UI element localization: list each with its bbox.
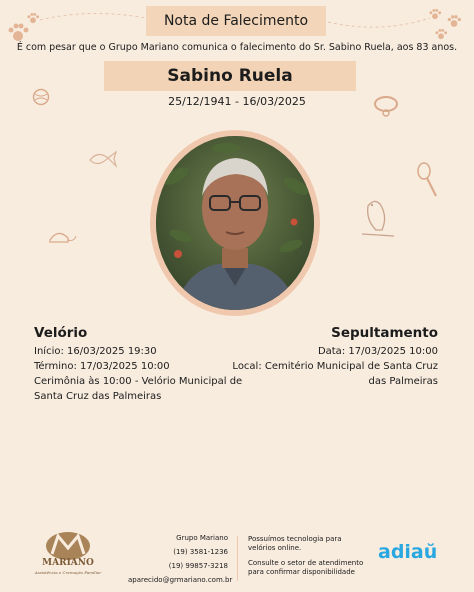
phone-2: (19) 99857-3218 [168,562,228,570]
bird-icon [358,196,398,244]
mouse-toy-icon [42,224,78,248]
contact-block [128,531,233,587]
velorio-start: Início: 16/03/2025 19:30 [34,346,157,357]
velorio-title: Velório [34,325,88,341]
sepultamento-date: Data: 17/03/2025 10:00 [317,346,438,357]
velorio-ceremony: Cerimônia às 10:00 - Velório Municipal de [34,376,243,387]
mariano-logo-text: MARIANO [42,558,94,568]
sepultamento-location: Local: Cemitério Municipal de Santa Cruz [232,361,438,372]
sepultamento-details [218,344,438,389]
email-link[interactable]: aparecido@grmariano.com.br [128,576,233,584]
company-name: Grupo Mariano [176,534,228,542]
tech-note: Possuímos tecnologia para velórios online. [248,535,342,552]
sepultamento-title: Sepultamento [331,325,438,341]
mariano-tagline: Assistência e Cremação Familiar [34,570,102,575]
velorio-location: Santa Cruz das Palmeiras [34,391,162,402]
brush-icon [414,162,440,200]
deceased-name: Sabino Ruela [104,61,356,91]
portrait-frame [150,130,320,316]
adiau-logo: adiaŭ [378,541,438,563]
mariano-emblem-icon [26,528,110,562]
online-note [248,535,368,577]
phone-1: (19) 3581-1236 [173,548,228,556]
life-dates: 25/12/1941 - 16/03/2025 [168,95,306,108]
footer-divider [237,536,238,581]
notice-title: Nota de Falecimento [146,6,326,36]
fish-icon [86,146,118,172]
consult-note: Consulte o setor de atendimento para confirmar disponibilidade [248,559,364,576]
intro-text: É com pesar que o Grupo Mariano comunica o falecimento do Sr. Sabino Ruela, aos 83 anos. [16,42,458,53]
sepultamento-location-cont: das Palmeiras [368,376,438,387]
velorio-end: Término: 17/03/2025 10:00 [34,361,170,372]
portrait-photo [156,136,314,310]
mariano-logo [26,528,110,580]
